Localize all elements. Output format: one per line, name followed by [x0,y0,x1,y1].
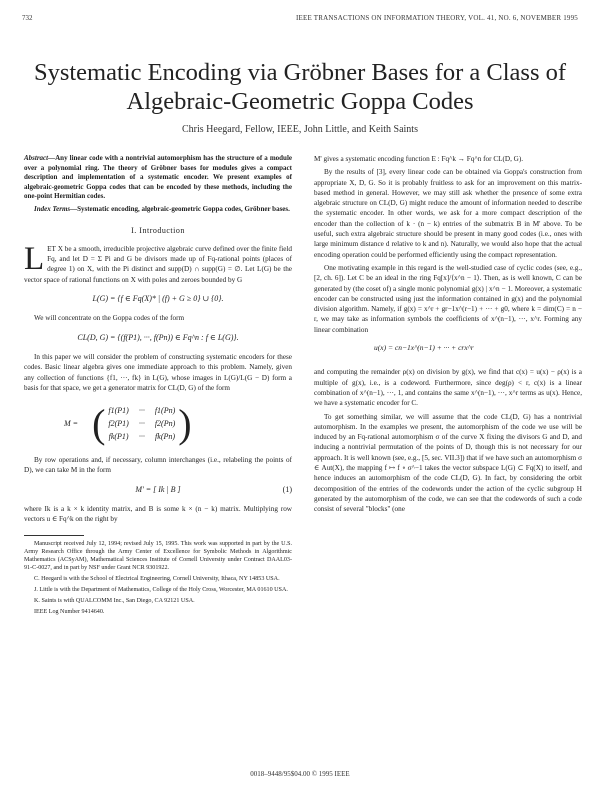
footnote: IEEE Log Number 9414640. [34,608,105,615]
right-paren: ) [178,401,192,447]
paper-title: Systematic Encoding via Gröbner Bases for a Class of Algebraic-Geometric Goppa Codes [33,59,567,115]
intro-paragraph-4: By row operations and, if necessary, column interchanges (i.e., relabeling the points of D), we can take M in the form [24,456,292,475]
page-number: 732 [22,14,33,22]
copyright-line: 0018–9448/95$04.00 © 1995 IEEE [250,770,350,778]
intro-paragraph-2: We will concentrate on the Goppa codes of the form [34,314,185,323]
matrix-cell: fk(P1) [108,432,129,442]
body-paragraph-3: One motivating example in this regard is the well-studied case of cyclic codes (see, e.g., [2, ch. 6]). Let C be an ideal in the ring Fq[x]/⟨x^n − 1⟩. Then, as is well known, C can be generated by (the coset of) a single monic polynomial g(x) | x^n − 1. Moreover, a systematic encoder can be constructed using just the information contained in g(x) and the polynomial division algorithm. Namely, if g(x) = x^r + gr−1x^(r−1) + ··· + g0, where k = dim(C) = n − r, we may take as information symbols the coefficients of x^(n−1), ···, x^r. Forming any linear combination [314,263,582,334]
drop-cap: L [24,240,45,277]
index-terms-text: Systematic encoding, algebraic-geometric Goppa codes, Gröbner bases. [77,204,290,213]
matrix-cell: ··· [138,405,145,415]
body-paragraph-1: M' gives a systematic encoding function E : Fq^k → Fq^n for CL(D, G). [314,155,524,163]
running-header: IEEE TRANSACTIONS ON INFORMATION THEORY, VOL. 41, NO. 6, NOVEMBER 1995 [295,14,578,22]
section-heading: I. Introduction [131,225,185,235]
left-paren: ( [92,401,106,447]
equation-number: (1) [282,484,292,494]
intro-paragraph-1: LET X be a smooth, irreducible projective algebraic curve defined over the finite field Fq, and let D = Σ Pi and G be divisors made up of Fq-rational points (places of degree 1) on X, with the Pi distinct and supp(D) ∩ supp(G) = ∅. Let L(G) be the vector space of rational functions on X with poles and zeroes bounded by G [24,240,292,284]
footnote-rule [24,535,84,536]
matrix-cell: f2(P1) [108,418,129,428]
equation-goppa-code: CL(D, G) = {(f(P1), ···, f(Pn)) ∈ Fq^n : f ∈ L(G)}. [77,332,239,342]
index-terms-label: Index Terms— [34,204,78,213]
body-paragraph-2: By the results of [3], every linear code can be obtained via Goppa's construction from appropriate X, D, G. So it is probably fruitless to ask for an improvement on this matrix-based method in general. However, we may still ask whether the presence of some extra algebraic structure on CL(D, G) might reduce the amount of information needed to describe the systematic encoder. In other words, we ask for a more compact description of the encoder than the collection of k · (n − k) entries of the submatrix B in M' above. To be useful, such extra algebraic structure should be present in many good codes (i.e., ones with large minimum distance d relative to k and n). Naturally, we would also hope that the actual encoding operation could be performed efficiently using the compact representation. [314,168,582,259]
matrix-cell: fk(Pn) [155,432,176,442]
matrix-cell: f1(Pn) [154,405,176,415]
abstract-label: Abstract— [24,154,56,162]
matrix-label: M = [64,418,79,428]
body-paragraph-4: and computing the remainder ρ(x) on division by g(x), we find that c(x) = u(x) − ρ(x) is a multiple of g(x), i.e., is a codeword. Furthermore, since deg(ρ) < r, c(x) is a linear combination of x^(n−1), ···, 1, and contains the same x^(n−1), ···, x^r terms as u(x). Hence, we have a systematic encoder for C. [314,368,582,408]
author-line: Chris Heegard, Fellow, IEEE, John Little, and Keith Saints [182,124,418,135]
equation-l-of-g: L(G) = {f ∈ Fq(X)* | (f) + G ≥ 0} ∪ {0}. [92,294,224,304]
left-column [24,154,292,619]
footnote: K. Saints is with QUALCOMM Inc., San Diego, CA 92121 USA. [34,597,195,604]
body-paragraph-5: To get something similar, we will assume that the code CL(D, G) has a nontrivial automorphism. In the examples we present, the automorphism of the code we use will be induced by an Fq-rational automorphism σ of the curve X fixing the divisors G and D, and inducing a nontrivial permutation of the points of D, though this is not necessary for our approach. It is well known (see, e.g., [5, sec. VII.3]) that if we have such an automorphism σ ∈ Aut(X), the mapping f ↦ f ∘ σ^−1 takes the vector subspace L(G) ⊂ Fq(X) to itself, and hence induces an automorphism of the code CL(D, G). In fact, by considering the orbit decomposition of the entries of the codewords under the action of the cyclic subgroup H generated by the automorphism of the code, we can see that the codewords of such a code consist of several "blocks" (one [314,412,582,514]
matrix-grid [108,406,175,443]
generator-matrix [64,403,292,445]
matrix-cell: ··· [138,418,145,428]
footnote: Manuscript received July 12, 1994; revised July 15, 1995. This work was supported in part by the U.S. Army Research Office through the Army Center of Excellence for Symbolic Methods in Algorithmic Mathematics (ACSyAM), Mathematical Sciences Institute of Cornell University under Contract DAAL03-91-C-0027, and in part by NSF under Grant NCR 9301922. [24,540,292,571]
abstract [24,154,292,202]
right-column [314,154,582,518]
footnote: J. Little is with the Department of Mathematics, College of the Holy Cross, Worcester, MA 01610 USA. [34,586,288,593]
equation-systematic-form: M' = [ Ik | B ] (1) [135,484,292,494]
matrix-cell: f2(Pn) [154,418,176,428]
matrix-cell: ··· [138,432,145,442]
intro-paragraph-3: In this paper we will consider the problem of constructing systematic encoders for these codes. Basic linear algebra gives one immediate approach to this problem. Namely, given any collection of functions {f1, ···, fk} in L(G), whose images in L(G)/L(G − D) form a basis for that space, we get a generator matrix for CL(D, G) of the form [24,352,292,392]
intro-paragraph-5: where Ik is a k × k identity matrix, and B is some k × (n − k) matrix. Multiplying row vectors u ∈ Fq^k on the right by [24,505,292,524]
abstract-text: Any linear code with a nontrivial automorphism has the structure of a module over a polynomial ring. The theory of Gröbner bases for modules gives a compact description and implementation of a systematic encoder. We present examples of algebraic-geometric Goppa codes that can be encoded by these methods, including the one-point Hermitian codes. [24,154,292,201]
equation-linear-combination: u(x) = cn−1x^(n−1) + ··· + crx^r [374,343,474,353]
footnote: C. Heegard is with the School of Electrical Engineering, Cornell University, Ithaca, NY 14853 USA. [34,575,280,582]
matrix-cell: f1(P1) [108,405,129,415]
index-terms [24,205,292,215]
